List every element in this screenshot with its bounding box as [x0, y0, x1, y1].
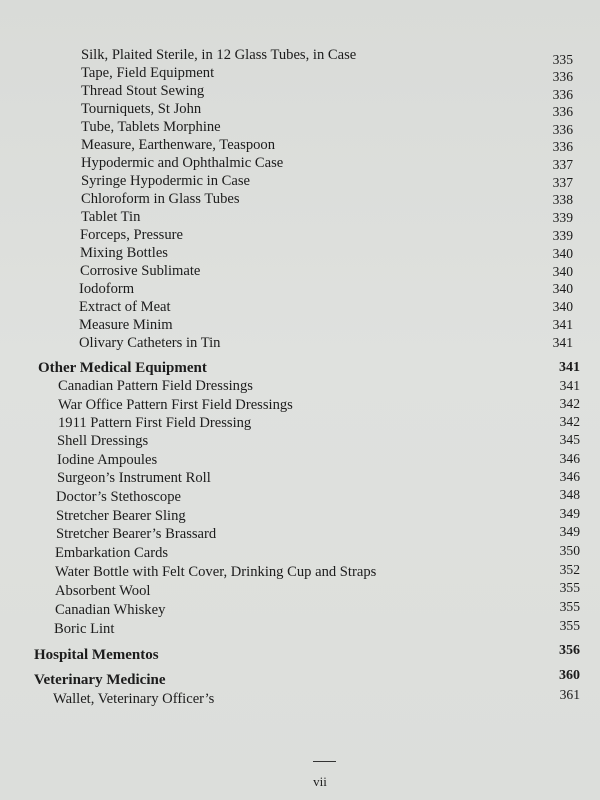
entry-page: 340: [552, 299, 573, 314]
section-title: Veterinary Medicine: [34, 672, 166, 688]
entry-title: Silk, Plaited Sterile, in 12 Glass Tubes, in Case: [81, 47, 357, 63]
toc-entry: [55, 600, 580, 620]
entry-page: 335: [552, 52, 573, 67]
toc-entry: [80, 225, 578, 245]
entry-page: 340: [552, 264, 573, 279]
entry-title: Corrosive Sublimate: [80, 263, 201, 279]
entry-title: Tourniquets, St John: [81, 101, 202, 117]
entry-title: Canadian Pattern Field Dressings: [58, 378, 253, 394]
section-title: Other Medical Equipment: [38, 360, 207, 376]
toc-entry: [57, 468, 580, 488]
entry-page: 342: [559, 396, 580, 411]
entry-page: 337: [552, 175, 573, 190]
entry-page: 336: [552, 87, 573, 102]
section-title: Hospital Mementos: [34, 647, 159, 663]
entry-page: 340: [552, 281, 573, 296]
entry-title: Tablet Tin: [81, 209, 141, 225]
toc-entry: [81, 45, 578, 65]
footer-rule: [313, 761, 336, 762]
entry-page: 339: [552, 228, 573, 243]
entry-page: 341: [559, 378, 580, 393]
toc-entry: [79, 333, 578, 353]
entry-title: Doctor’s Stethoscope: [56, 489, 181, 505]
entry-page: 355: [559, 599, 580, 614]
section-heading: [34, 670, 580, 690]
entry-title: Wallet, Veterinary Officer’s: [53, 691, 215, 707]
toc-entry: [58, 395, 580, 415]
entry-title: Embarkation Cards: [55, 545, 169, 561]
entry-title: Thread Stout Sewing: [81, 83, 205, 99]
toc-entry: [54, 619, 580, 639]
entry-title: Surgeon’s Instrument Roll: [57, 470, 211, 486]
toc-entry: [81, 207, 578, 227]
toc-entry: [55, 562, 580, 582]
entry-page: 337: [552, 157, 573, 172]
entry-title: Olivary Catheters in Tin: [79, 335, 221, 351]
entry-title: Chloroform in Glass Tubes: [81, 191, 240, 207]
toc-entry: [81, 153, 578, 173]
entry-page: 361: [559, 687, 580, 702]
entry-title: Hypodermic and Ophthalmic Case: [81, 155, 284, 171]
entry-page: 336: [552, 122, 573, 137]
section-heading: [38, 358, 580, 378]
entry-title: Boric Lint: [54, 621, 115, 637]
toc-entry: [57, 431, 580, 451]
entry-page: 341: [552, 317, 573, 332]
toc-entry: [56, 506, 580, 526]
entry-page: 345: [559, 432, 580, 447]
toc-entry: [79, 279, 578, 299]
entry-page: 355: [559, 618, 580, 633]
toc-entry: [56, 524, 580, 544]
entry-page: 336: [552, 104, 573, 119]
section-page: 356: [559, 643, 580, 658]
entry-page: 336: [552, 139, 573, 154]
toc-entry: [80, 261, 578, 281]
toc-entry: [81, 135, 578, 155]
toc-entry: [81, 189, 578, 209]
entry-title: Measure Minim: [79, 317, 173, 333]
entry-title: Iodine Ampoules: [57, 452, 158, 468]
entry-title: Mixing Bottles: [80, 245, 168, 261]
toc-entry: [56, 487, 580, 507]
entry-page: 346: [559, 451, 580, 466]
toc-entry: [81, 81, 578, 101]
entry-title: Tape, Field Equipment: [81, 65, 215, 81]
entry-title: Stretcher Bearer’s Brassard: [56, 526, 217, 542]
entry-title: Extract of Meat: [79, 299, 171, 315]
section-heading: [34, 645, 580, 665]
entry-page: 349: [559, 506, 580, 521]
toc-entry: [81, 63, 578, 83]
toc-entry: [55, 581, 580, 601]
entry-title: War Office Pattern First Field Dressings: [58, 397, 293, 413]
toc-entry: [81, 117, 578, 137]
entry-page: 349: [559, 524, 580, 539]
entry-page: 341: [552, 335, 573, 350]
entry-title: Stretcher Bearer Sling: [56, 508, 186, 524]
entry-title: 1911 Pattern First Field Dressing: [58, 415, 252, 431]
entry-page: 346: [559, 469, 580, 484]
entry-page: 338: [552, 192, 573, 207]
entry-title: Syringe Hypodermic in Case: [81, 173, 251, 189]
entry-page: 342: [559, 414, 580, 429]
section-page: 341: [559, 360, 580, 375]
page-folio: vii: [313, 774, 327, 789]
toc-entry: [58, 376, 580, 396]
toc-entry: [81, 171, 578, 191]
toc-entry: [53, 689, 580, 709]
toc-entry: [81, 99, 578, 119]
entry-page: 340: [552, 246, 573, 261]
toc-entry: [80, 243, 578, 263]
toc-entry: [79, 315, 578, 335]
entry-page: 352: [559, 562, 580, 577]
toc-entry: [55, 543, 580, 563]
entry-page: 348: [559, 487, 580, 502]
entry-page: 339: [552, 210, 573, 225]
entry-title: Absorbent Wool: [55, 583, 151, 599]
toc-entry: [79, 297, 578, 317]
entry-page: 350: [559, 543, 580, 558]
entry-title: Canadian Whiskey: [55, 602, 166, 618]
entry-title: Measure, Earthenware, Teaspoon: [81, 137, 276, 153]
toc-entry: [58, 413, 580, 433]
entry-title: Shell Dressings: [57, 433, 149, 449]
entry-title: Tube, Tablets Morphine: [81, 119, 221, 135]
entry-page: 336: [552, 69, 573, 84]
toc-entry: [57, 450, 580, 470]
entry-title: Water Bottle with Felt Cover, Drinking Cup and Straps: [55, 564, 377, 580]
entry-title: Forceps, Pressure: [80, 227, 183, 243]
entry-title: Iodoform: [79, 281, 135, 297]
section-page: 360: [559, 668, 580, 683]
entry-page: 355: [559, 580, 580, 595]
